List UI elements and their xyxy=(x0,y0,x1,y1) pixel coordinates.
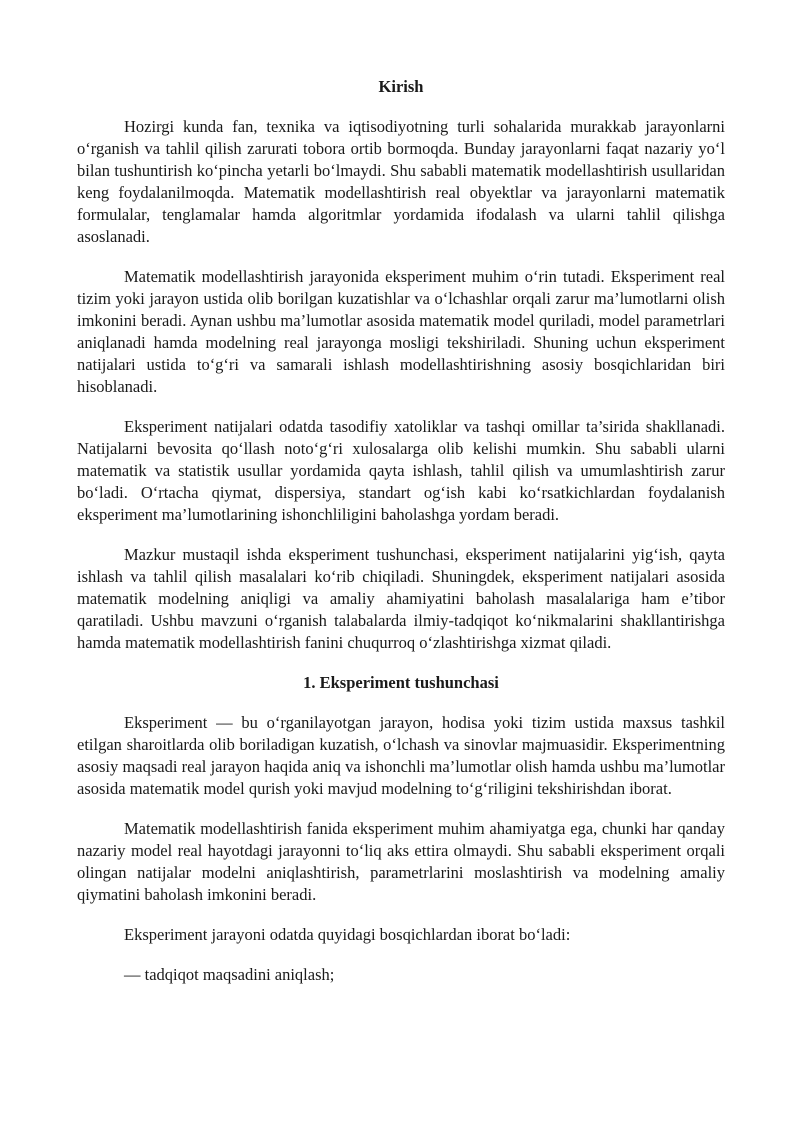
section-1-paragraph-1: Eksperiment — bu o‘rganilayotgan jarayon, hodisa yoki tizim ustida maxsus tashkil etilgan sharoitlarda olib boriladigan kuzatish, o‘lchash va sinovlar majmuasidir. Eksperimentning asosiy maqsadi real jarayon haqida aniq va ishonchli ma’lumotlar olish hamda ushbu ma’lumotlar asosida matematik model qurish yoki mavjud modelning to‘g‘riligini tekshirishdan iborat. xyxy=(77,713,725,798)
intro-paragraph-3: Eksperiment natijalari odatda tasodifiy xatoliklar va tashqi omillar ta’sirida shakllanadi. Natijalarni bevosita qo‘llash noto‘g‘ri xulosalarga olib kelishi mumkin. Shu sababli ularni matematik va statistik usullar yordamida qayta ishlash, tahlil qilish va umumlashtirish zarur bo‘ladi. O‘rtacha qiymat, dispersiya, standart og‘ish kabi ko‘rsatkichlardan foydalanish eksperiment ma’lumotlarining ishonchliligini baholashga yordam beradi. xyxy=(77,417,725,524)
section-1-paragraph-2: Matematik modellashtirish fanida eksperiment muhim ahamiyatga ega, chunki har qanday nazariy model real hayotdagi jarayonni to‘liq aks ettira olmaydi. Shu sababli eksperiment orqali olingan natijalar modelni aniqlashtirish, parametrlarini moslashtirish va modelning amaliy qiymatini baholash imkonini beradi. xyxy=(77,819,725,904)
document-page xyxy=(77,76,725,1004)
intro-paragraph-4: Mazkur mustaqil ishda eksperiment tushunchasi, eksperiment natijalarini yig‘ish, qayta ishlash va tahlil qilish masalalari ko‘rib chiqiladi. Shuningdek, eksperiment natijalari asosida matematik modelning aniqligi va amaliy ahamiyatini baholash masalalariga ham e’tibor qaratiladi. Ushbu mavzuni o‘rganish talabalarda ilmiy-tadqiqot ko‘nikmalarini shakllantirishga hamda matematik modellashtirish fanini chuqurroq o‘zlashtirishga xizmat qiladi. xyxy=(77,545,725,652)
section-1-title: 1. Eksperiment tushunchasi xyxy=(303,673,499,692)
intro-paragraph-1: Hozirgi kunda fan, texnika va iqtisodiyotning turli sohalarida murakkab jarayonlarni o‘rganish va tahlil qilish zarurati tobora ortib bormoqda. Bunday jarayonlarni faqat nazariy yo‘l bilan tushuntirish ko‘pincha yetarli bo‘lmaydi. Shu sababli matematik modellashtirish usullaridan keng foydalanilmoqda. Matematik modellashtirish real obyektlar va jarayonlarni matematik formulalar, tenglamalar hamda algoritmlar yordamida ifodalash va ularni tahlil qilishga asoslanadi. xyxy=(77,117,725,246)
section-1-paragraph-3: Eksperiment jarayoni odatda quyidagi bosqichlardan iborat bo‘ladi: xyxy=(124,925,571,944)
intro-paragraph-2: Matematik modellashtirish jarayonida eksperiment muhim o‘rin tutadi. Eksperiment real tizim yoki jarayon ustida olib borilgan kuzatishlar va o‘lchashlar orqali zarur ma’lumotlarni olish imkonini beradi. Aynan ushbu ma’lumotlar asosida matematik model quriladi, model parametrlari aniqlanadi hamda modelning real jarayonga mosligi tekshiriladi. Shuning uchun eksperiment natijalari ustida to‘g‘ri va samarali ishlash modellashtirishning asosiy bosqichlaridan biri hisoblanadi. xyxy=(77,267,725,396)
intro-title: Kirish xyxy=(378,77,424,96)
list-item: — tadqiqot maqsadini aniqlash; xyxy=(124,965,335,984)
